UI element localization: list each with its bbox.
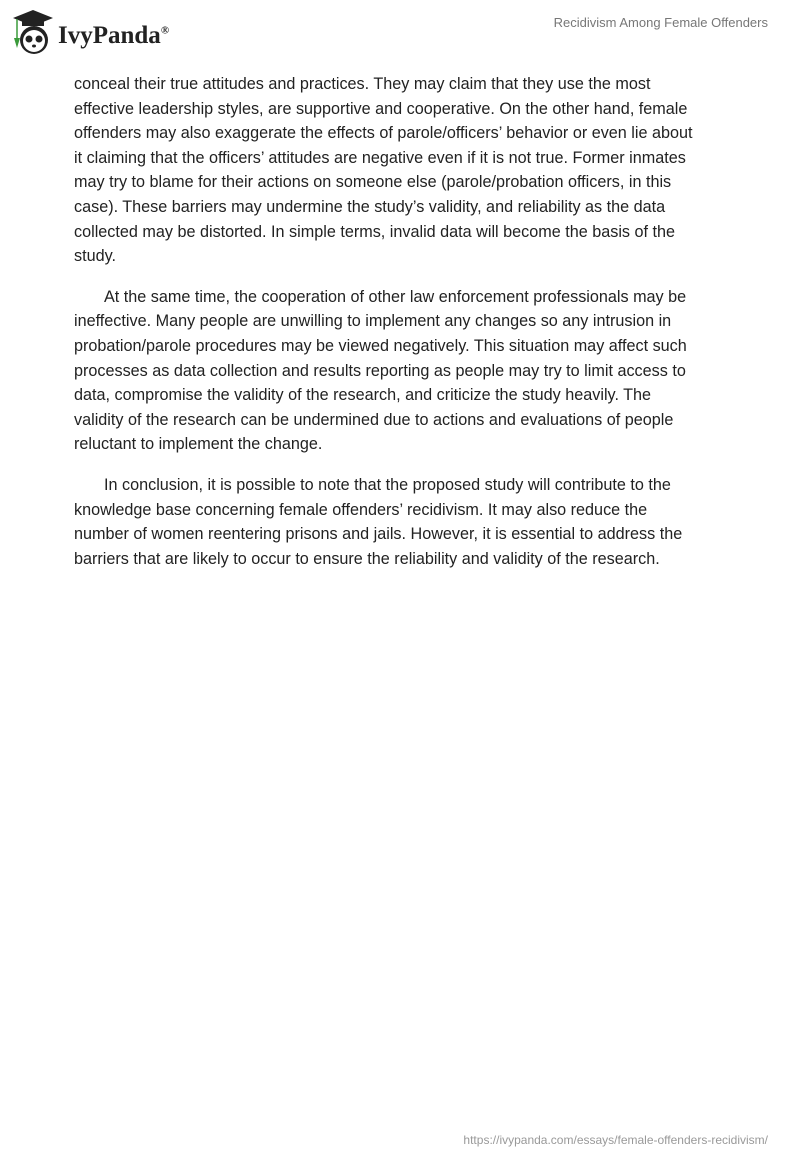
text-line: At the same time, the cooperation of other law enforcement professionals may be xyxy=(104,287,687,306)
text-line: study. xyxy=(74,247,116,266)
text-line: it claiming that the officers’ attitudes are negative even if it is not true. Former inmates xyxy=(74,148,686,167)
text-line: In conclusion, it is possible to note that the proposed study will contribute to the xyxy=(104,475,671,494)
text-line: effective leadership styles, are supportive and cooperative. On the other hand, female xyxy=(74,99,688,118)
paragraph xyxy=(74,285,734,457)
text-line: barriers that are likely to occur to ensure the reliability and validity of the research. xyxy=(74,549,660,568)
text-line: number of women reentering prisons and jails. However, it is essential to address the xyxy=(74,525,683,544)
logo-text: IvyPanda® xyxy=(58,22,170,49)
text-line: case). These barriers may undermine the study’s validity, and reliability as the data xyxy=(74,197,666,216)
paragraph xyxy=(74,473,734,571)
ivypanda-logo[interactable] xyxy=(12,8,169,56)
text-line: data, compromise the validity of the research, and criticize the study heavily. The xyxy=(74,386,652,405)
text-line: validity of the research can be undermined due to actions and evaluations of people xyxy=(74,410,674,429)
essay-body xyxy=(74,72,734,587)
paragraph xyxy=(74,72,734,269)
text-line: reluctant to implement the change. xyxy=(74,435,323,454)
text-line: ineffective. Many people are unwilling to implement any changes so any intrusion in xyxy=(74,312,672,331)
text-line: knowledge base concerning female offenders’ recidivism. It may also reduce the xyxy=(74,500,648,519)
text-line: processes as data collection and results reporting as people may try to limit access to xyxy=(74,361,686,380)
panda-graduate-icon xyxy=(12,8,54,56)
text-line: may try to blame for their actions on someone else (parole/probation officers, in this xyxy=(74,173,672,192)
text-line: collected may be distorted. In simple terms, invalid data will become the basis of the xyxy=(74,222,676,241)
text-line: offenders may also exaggerate the effects of parole/officers’ behavior or even lie about xyxy=(74,124,693,143)
text-line: conceal their true attitudes and practices. They may claim that they use the most xyxy=(74,75,651,93)
document-title: Recidivism Among Female Offenders xyxy=(553,15,768,30)
text-line: probation/parole procedures may be viewed negatively. This situation may affect such xyxy=(74,336,687,355)
source-url-link[interactable]: https://ivypanda.com/essays/female-offenders-recidivism/ xyxy=(463,1133,768,1147)
